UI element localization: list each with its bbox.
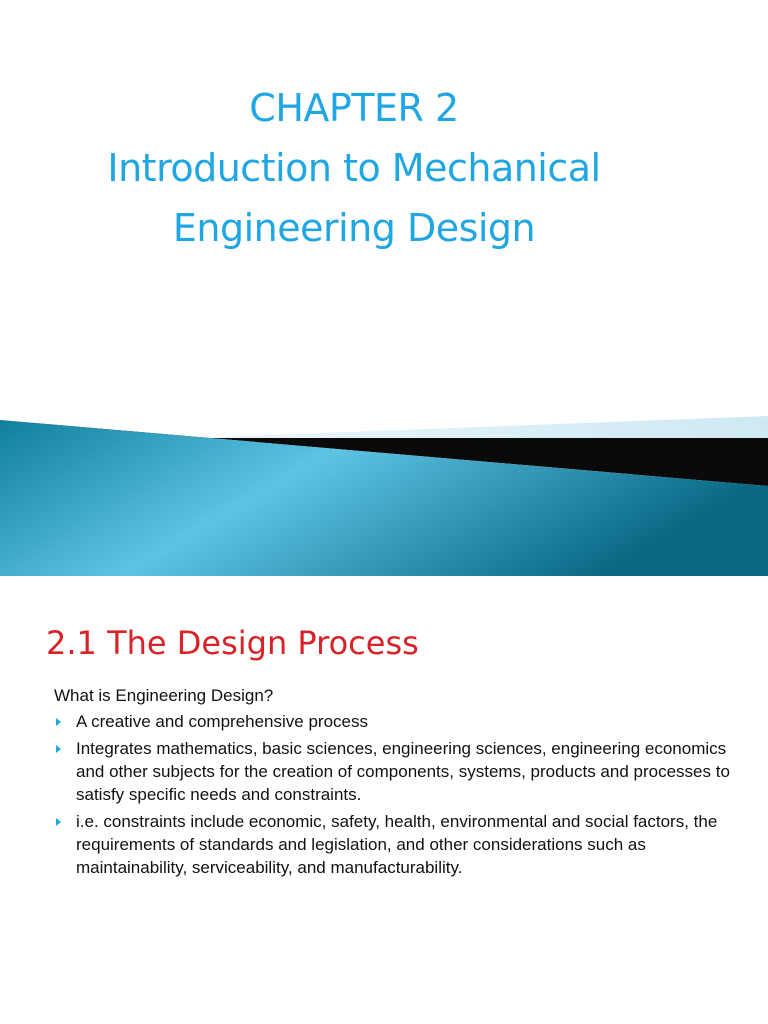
content-slide [0,576,768,1024]
decorative-banner [0,408,768,576]
slide-body [54,684,734,883]
section-heading: 2.1 The Design Process [46,624,419,662]
banner-light-stripe [190,416,768,440]
triangle-right-icon [56,718,61,726]
bullet-item [54,710,734,733]
triangle-right-icon [56,745,61,753]
bullet-item [54,810,734,879]
bullet-item [54,737,734,806]
slide-title [0,78,708,258]
bullet-text: i.e. constraints include economic, safety, health, environmental and social factors, the requirements of standards and legislation, and other considerations such as maintainability, serviceability, and manufacturability. [76,812,718,877]
title-line-intro: Introduction to Mechanical [107,146,601,190]
question-text: What is Engineering Design? [54,686,274,705]
bullet-text: A creative and comprehensive process [76,712,368,731]
bullet-text: Integrates mathematics, basic sciences, engineering sciences, engineering economics and other subjects for the creation of components, systems, products and processes to satisfy specific needs and constraints. [76,739,730,804]
title-line-design: Engineering Design [172,206,536,250]
title-line-chapter: CHAPTER 2 [249,86,459,130]
triangle-right-icon [56,818,61,826]
